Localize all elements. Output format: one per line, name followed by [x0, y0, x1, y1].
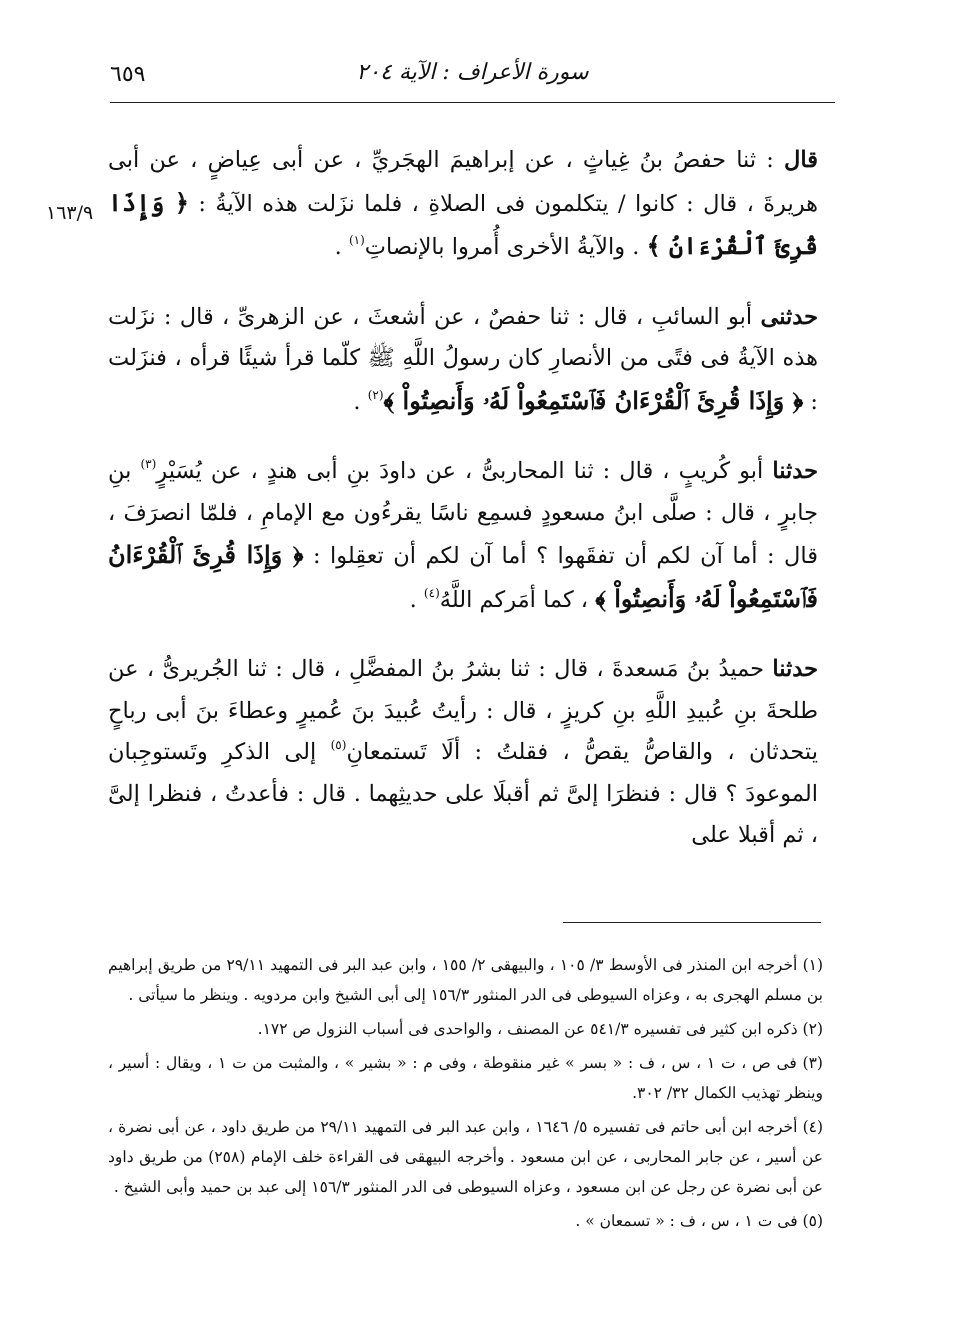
paragraph-text: : ثنا حفصُ بنُ غِياثٍ ، عن إبراهيمَ الهجَريِّ ، عن أبى عِياضٍ ، عن أبى هريرةَ ، قال : كانوا / يتكلمون فى الصلاةِ ، فلما نزَلت هذه الآيةُ :: [108, 147, 818, 217]
paragraph-lead: حدثنى: [760, 303, 818, 330]
quran-verse: ﴿ وَإِذَا قُرِئَ ٱلْقُرْءَانُ ﴾: [108, 187, 818, 260]
footnote-ref: (٣): [140, 457, 157, 471]
paragraph-2: [108, 297, 818, 424]
footnotes: [108, 950, 823, 1240]
footnote-1: (١) أخرجه ابن المنذر فى الأوسط ٣/ ١٠٥ ، والبيهقى ٢/ ١٥٥ ، وابن عبد البر فى التمهيد ٢٩/١١ من طريق إبراهيم بن مسلم الهجرى به ، وعزاه السيوطى فى الدر المنثور ١٥٦/٣ إلى أبى الشيخ وابن مردويه . وينظر ما سيأتى .: [108, 956, 824, 1004]
paragraph-lead: حدثنا: [772, 458, 818, 484]
paragraph-lead: قال: [784, 147, 818, 173]
paragraph-end: .: [353, 388, 368, 415]
footnote-ref: (٢): [367, 387, 384, 402]
footnote-3: (٣) فى ص ، ت ١ ، س ، ف : « بسر » غير منقوطة ، وفى م : « بشير » ، والمثبت من ت ١ ، ويقال : أسير ، وينظر تهذيب الكمال ٣٢/ ٣٠٢.: [108, 1054, 823, 1102]
paragraph-end: .: [334, 234, 349, 260]
paragraph-text: ، كما أمَركم اللَّهُ: [439, 586, 596, 613]
main-text: [108, 140, 818, 885]
footnote-4: (٤) أخرجه ابن أبى حاتم فى تفسيره ٥/ ١٦٤٦ ، وابن عبد البر فى التمهيد ٢٩/١١ من طريق داود ، عن أبى نضرة ، عن أسير ، عن جابر المحاربى ، عن ابن مسعود . وأخرجه البيهقى فى القراءة خلف الإمام (٢٥٨) من طريق داود عن أبى نضرة عن رجل عن ابن مسعود ، وعزاه السيوطى فى الدر المنثور ١٥٦/٣ إلى عبد بن حميد وأبى الشيخ .: [108, 1118, 824, 1196]
footnote-2: (٢) ذكره ابن كثير فى تفسيره ٥٤١/٣ عن المصنف ، والواحدى فى أسباب النزول ص ١٧٢.: [257, 1020, 823, 1038]
footnote-ref: (٥): [330, 738, 347, 752]
paragraph-text: بنِ جابرٍ ، قال : صلَّى ابنُ مسعودٍ فسمِع ناسًا يقرءُون مع الإمامِ ، فلمّا انصرَفَ ، قال : أما آن لكم أن تفقَهوا ؟ أما آن لكم أن تعقِلوا :: [108, 458, 818, 569]
paragraph-3: [108, 451, 818, 621]
running-title: سورة الأعراف : الآية ٢٠٤: [356, 60, 589, 85]
paragraph-1: [108, 140, 818, 269]
paragraph-lead: حدثنا: [772, 656, 818, 682]
paragraph-text: . والآيةُ الأخرى أُمروا بالإنصاتِ: [364, 234, 647, 260]
footnote-ref: (٤): [423, 585, 440, 600]
paragraph-text: حميدُ بنُ مَسعدةَ ، قال : ثنا بشرُ بنُ المفضَّلِ ، قال : ثنا الجُريرىُّ ، عن طلحةَ بنِ عُبيدِ اللَّهِ بنِ كريزٍ ، قال : رأيتُ عُبيدَ بنَ عُميرٍ وعطاءَ بنَ أبى رباحٍ يتحدثان ، والقاصُّ يقصُّ ، فقلتُ : ألَا تَستمعانِ: [108, 656, 818, 765]
footnote-5: (٥) فى ت ١ ، س ، ف : « تسمعان » .: [575, 1212, 823, 1230]
paragraph-text: أبو كُريبٍ ، قال : ثنا المحاربىُّ ، عن داودَ بنِ أبى هندٍ ، عن يُسَيْرٍ: [156, 458, 773, 484]
quran-verse: ﴿ وَإِذَا قُرِئَ ٱلْقُرْءَانُ فَٱسْتَمِعُواْ لَهُۥ وَأَنصِتُواْ ﴾: [108, 540, 818, 613]
page-header: [110, 52, 835, 103]
page-number: ٦٥٩: [110, 62, 146, 87]
margin-reference: ١٦٣/٩: [46, 202, 94, 224]
paragraph-end: .: [409, 586, 424, 613]
footnote-divider: [563, 922, 821, 923]
quran-verse: ﴿ وَإِذَا قُرِئَ ٱلْقُرْءَانُ فَٱسْتَمِعُواْ لَهُۥ وَأَنصِتُواْ ﴾: [383, 385, 804, 415]
paragraph-4: [108, 649, 818, 857]
paragraph-text: أبو السائبِ ، قال : ثنا حفصٌ ، عن أشعثَ ، عن الزهرىِّ ، قال : نزَلت هذه الآيةُ فى فتًى من الأنصارِ كان رسولُ اللَّهِ ﷺ كلّما قرأ شيئًا قرأه ، فنزَلت :: [108, 303, 818, 415]
footnote-ref: (١): [348, 233, 365, 247]
paragraph-text: إلى الذكرِ وتَستوجِبان الموعودَ ؟ قال : فنظرَا إلىَّ ثم أقبلَا على حديثِهما . قال : فأعدتُ ، فنظرا إلىَّ ، ثم أقبلا على: [108, 739, 818, 848]
